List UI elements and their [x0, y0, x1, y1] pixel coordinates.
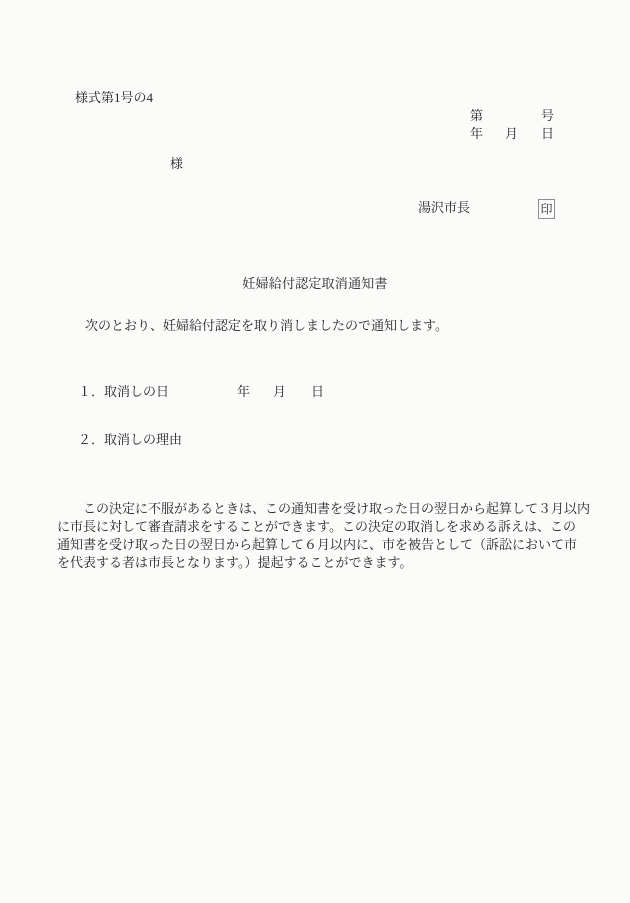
- date-year-label: 年: [470, 126, 484, 141]
- sender-name: 湯沢市長: [418, 200, 471, 215]
- item1-day-label: 日: [311, 384, 325, 399]
- seal-mark: 印: [540, 202, 553, 216]
- appeal-notes-line: この決定に不服があるときは、この通知書を受け取った日の翌日から起算して３月以内: [57, 501, 591, 516]
- appeal-notes-line: 通知書を受け取った日の翌日から起算して６月以内に、市を被告として（訴訟において市: [57, 537, 578, 552]
- appeal-notes-line: に市長に対して審査請求をすることができます。この決定の取消しを求める訴えは、この: [57, 519, 576, 534]
- form-number: 様式第1号の4: [75, 90, 154, 105]
- recipient-honorific: 様: [170, 156, 184, 171]
- item1-month-label: 月: [273, 384, 287, 399]
- appeal-notes: [57, 500, 591, 572]
- item-cancellation-reason-label: ２．取消しの理由: [78, 432, 183, 447]
- date-day-label: 日: [541, 126, 555, 141]
- appeal-notes-line: を代表する者は市長となります。）提起することができます。: [57, 555, 413, 570]
- document-title: 妊婦給付認定取消通知書: [242, 276, 388, 291]
- doc-number-suffix: 号: [541, 108, 555, 123]
- item1-year-label: 年: [237, 384, 251, 399]
- date-month-label: 月: [505, 126, 519, 141]
- doc-number-prefix: 第: [470, 108, 484, 123]
- seal-box: [538, 199, 555, 219]
- item-cancellation-date-label: １．取消しの日: [78, 384, 170, 399]
- intro-sentence: 次のとおり、妊婦給付認定を取り消しましたので通知します。: [85, 318, 448, 333]
